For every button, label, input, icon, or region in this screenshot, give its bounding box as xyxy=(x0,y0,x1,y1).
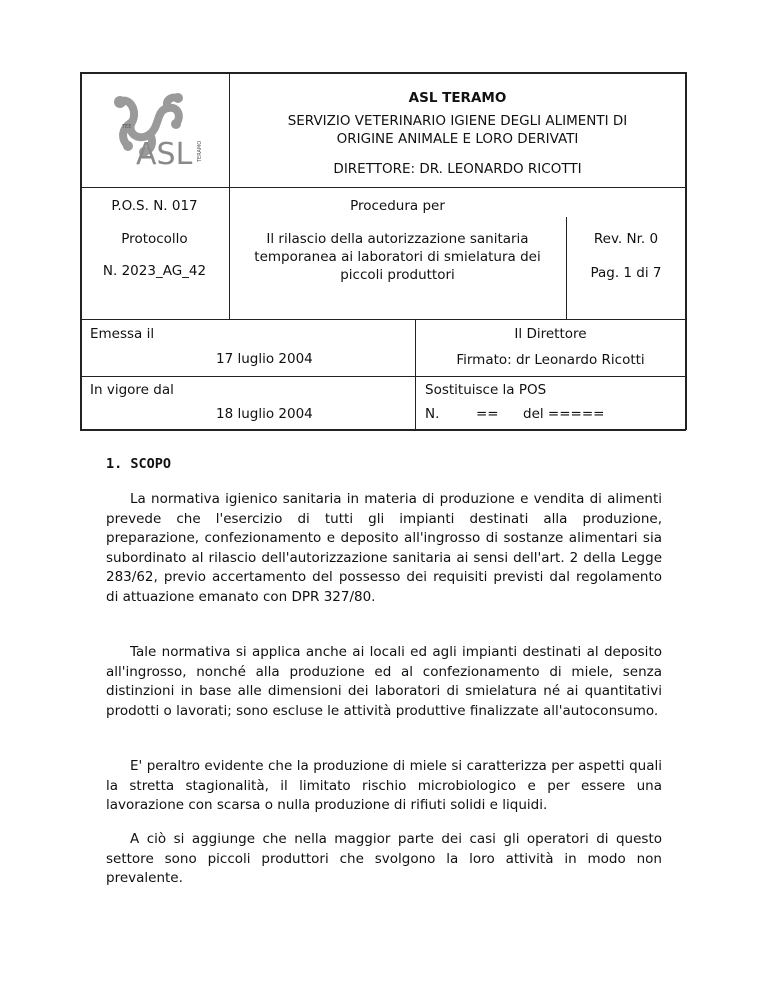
procedure-title-line-2: temporanea ai laboratori di smielatura dei xyxy=(254,249,541,265)
sostituisce-label: Sostituisce la POS xyxy=(425,382,547,398)
service-line-2: ORIGINE ANIMALE E LORO DERIVATI xyxy=(336,131,579,147)
service-line-1: SERVIZIO VETERINARIO IGIENE DEGLI ALIMENTI DI xyxy=(287,113,628,129)
page-count: Pag. 1 di 7 xyxy=(590,265,662,281)
procedura-label: Procedura per xyxy=(350,198,445,214)
procedure-title-line-1: Il rilascio della autorizzazione sanitaria xyxy=(266,231,529,247)
logo-text: ASL xyxy=(136,137,193,168)
emessa-label: Emessa il xyxy=(90,326,155,342)
director-line: DIRETTORE: DR. LEONARDO RICOTTI xyxy=(333,161,582,177)
protocollo-number: N. 2023_AG_42 xyxy=(102,263,207,279)
sostituisce-eq: == xyxy=(476,406,499,422)
paragraph-2: Tale normativa si applica anche ai locali ed agli impianti destinati al deposito all'ingrosso, nonché alla produzione ed al confezionamento di miele, senza distinzioni in base alle dimensioni dei laboratori di smielatura né ai quantitativi prodotti o lavorati; sono escluse le attività produttive finalizzate all'autoconsumo. xyxy=(106,644,662,719)
paragraph-1: La normativa igienico sanitaria in materia di produzione e vendita di alimenti prevede che l'esercizio di tutti gli impianti destinati alla produzione, preparazione, confezionamento e deposito all'ingrosso di sostanze alimentari sia subordinato al rilascio dell'autorizzazione sanitaria ai sensi dell'art. 2 della Legge 283/62, previo accertamento del possesso dei requisiti previsti dal regolamento di attuazione emanato con DPR 327/80. xyxy=(106,491,662,605)
vigore-date: 18 luglio 2004 xyxy=(216,406,313,422)
protocollo-label: Protocollo xyxy=(121,231,188,247)
firmato-line: Firmato: dr Leonardo Ricotti xyxy=(456,352,645,368)
pos-number: P.O.S. N. 017 xyxy=(111,198,198,214)
paragraph-4: A ciò si aggiunge che nella maggior parte dei casi gli operatori di questo settore sono piccoli produttori che svolgono la loro attività in modo non prevalente. xyxy=(106,831,662,887)
section-heading: 1. SCOPO xyxy=(106,456,172,472)
sostituisce-del: del ===== xyxy=(523,406,605,422)
sostituisce-n: N. xyxy=(425,406,440,422)
logo-small-left: TEE xyxy=(122,124,132,130)
direttore-label: Il Direttore xyxy=(514,326,587,342)
emessa-date: 17 luglio 2004 xyxy=(216,351,313,367)
logo-small-right: TERAMO xyxy=(197,140,203,162)
procedure-title-line-3: piccoli produttori xyxy=(340,267,455,283)
asl-logo xyxy=(106,90,206,168)
revision-number: Rev. Nr. 0 xyxy=(593,231,659,247)
vigore-label: In vigore dal xyxy=(90,382,174,398)
org-name: ASL TERAMO xyxy=(408,90,507,106)
paragraph-3: E' peraltro evidente che la produzione di miele si caratterizza per aspetti quali la stretta stagionalità, il limitato rischio microbiologico e per essere una lavorazione con scarsa o nulla produzione di rifiuti solidi e liquidi. xyxy=(106,758,662,814)
